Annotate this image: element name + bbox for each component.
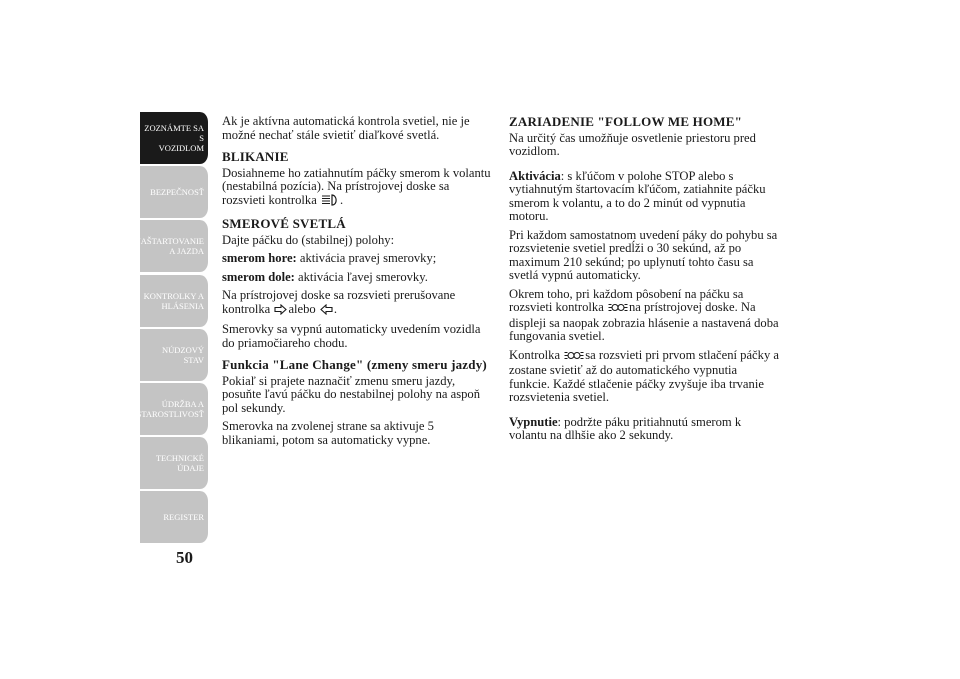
lamp-first-press-paragraph	[509, 349, 781, 405]
right-column	[509, 115, 781, 448]
up-label: smerom hore:	[222, 251, 297, 265]
beside-text-b: na prístrojovej doske. Na displeji sa naopak zobrazia hlásenie a nastavená doba fungovania svetiel.	[509, 300, 779, 343]
each-press-paragraph: Pri každom samostatnom uvedení páky do pohybu sa rozsvietenie svetiel predĺži o 30 sekúnd, až po maximum 210 sekúnd; po uplynutí tohto času sa svetlá vypnú automaticky.	[509, 227, 778, 282]
heading-turn-signals: SMEROVÉ SVETLÁ	[222, 216, 346, 231]
turn-lamp-text: Na prístrojovej doske sa rozsvieti prerušovane kontrolka	[222, 288, 456, 316]
deactivation-label: Vypnutie	[509, 414, 558, 429]
intro-paragraph: Ak je aktívna automatická kontrola svetiel, nie je možné nechať stále svietiť diaľkové svetlá.	[222, 114, 470, 142]
down-text: aktivácia ľavej smerovky.	[294, 269, 428, 284]
deactivation-paragraph	[509, 416, 781, 443]
blink-text: Dosiahneme ho zatiahnutím páčky smerom k volantu (nestabilná pozícia). Na prístrojovej doske sa rozsvieti kontrolka	[222, 165, 491, 207]
right-arrow-icon	[274, 304, 287, 319]
turn-up-line	[222, 252, 494, 266]
lamp-beside-paragraph	[509, 288, 781, 344]
activation-label: Aktivácia	[509, 168, 561, 183]
side-lights-icon	[608, 302, 628, 317]
lamp-text-b: sa rozsvieti pri prvom stlačení páčky a zostane svietiť až do automatického vypnutia funkcie. Každé stlačenie páčky zvyšuje iba trvanie rozsvietenia svetiel.	[509, 347, 779, 404]
beside-text-a: Okrem toho, pri každom pôsobení na páčku sa rozsvieti kontrolka	[509, 286, 744, 314]
down-label: smerom dole:	[222, 269, 295, 284]
up-text: aktivácia pravej smerovky;	[296, 251, 437, 265]
deactivation-text: : podržte páku pritiahnutú smerom k volantu na dlhšie ako 2 sekundy.	[509, 414, 742, 442]
left-column	[222, 115, 494, 452]
auto-off-paragraph: Smerovky sa vypnú automaticky uvedením vozidla do priamočiareho chodu.	[222, 322, 481, 350]
blink-paragraph	[222, 167, 494, 210]
lane-paragraph-2: Smerovka na zvolenej strane sa aktivuje 5 blikaniami, potom sa automaticky vypne.	[222, 419, 434, 447]
turn-lamp-end: .	[333, 301, 338, 316]
turn-lamp-paragraph	[222, 289, 494, 318]
tab-starting-driving[interactable]: NAŠTARTOVANIE A JAZDA	[140, 220, 210, 272]
side-lights-icon	[564, 350, 584, 365]
tab-safety[interactable]: BEZPEČNOSŤ	[140, 166, 210, 218]
blink-end: .	[339, 192, 344, 207]
heading-blinking: BLIKANIE	[222, 149, 289, 164]
tab-technical-data[interactable]: TECHNICKÉ ÚDAJE	[140, 437, 210, 489]
activation-text: : s kľúčom v polohe STOP alebo s vytiahnutým štartovacím kľúčom, zatiahnite páčku smerom k volantu, a to do 2 minút od vypnutia motoru.	[509, 168, 766, 223]
heading-follow-me-home: ZARIADENIE "FOLLOW ME HOME"	[509, 114, 743, 129]
lamp-text-a: Kontrolka	[509, 347, 561, 362]
turn-down-line	[222, 271, 494, 285]
activation-paragraph	[509, 170, 781, 224]
heading-lane-change: Funkcia "Lane Change" (zmeny smeru jazdy)	[222, 357, 487, 372]
follow-intro: Na určitý čas umožňuje osvetlenie priestoru pred vozidlom.	[509, 130, 756, 158]
lane-paragraph-1: Pokiaľ si prajete naznačiť zmenu smeru jazdy, posuňte ľavú páčku do nestabilnej polohy na aspoň pol sekundy.	[222, 373, 480, 415]
tab-maintenance[interactable]: ÚDRŽBA A STAROSTLIVOSŤ	[140, 383, 210, 435]
high-beam-icon	[321, 194, 339, 210]
left-arrow-icon	[320, 304, 333, 319]
tab-index[interactable]: REGISTER	[140, 491, 210, 543]
page-number: 50	[176, 548, 193, 567]
turn-intro: Dajte páčku do (stabilnej) polohy:	[222, 232, 395, 247]
or-word: alebo	[288, 301, 316, 316]
tab-warning-lights[interactable]: KONTROLKY A HLÁSENIA	[140, 275, 210, 327]
tab-emergency[interactable]: NÚDZOVÝ STAV	[140, 329, 210, 381]
tab-getting-to-know[interactable]: ZOZNÁMTE SA S VOZIDLOM	[140, 112, 210, 164]
